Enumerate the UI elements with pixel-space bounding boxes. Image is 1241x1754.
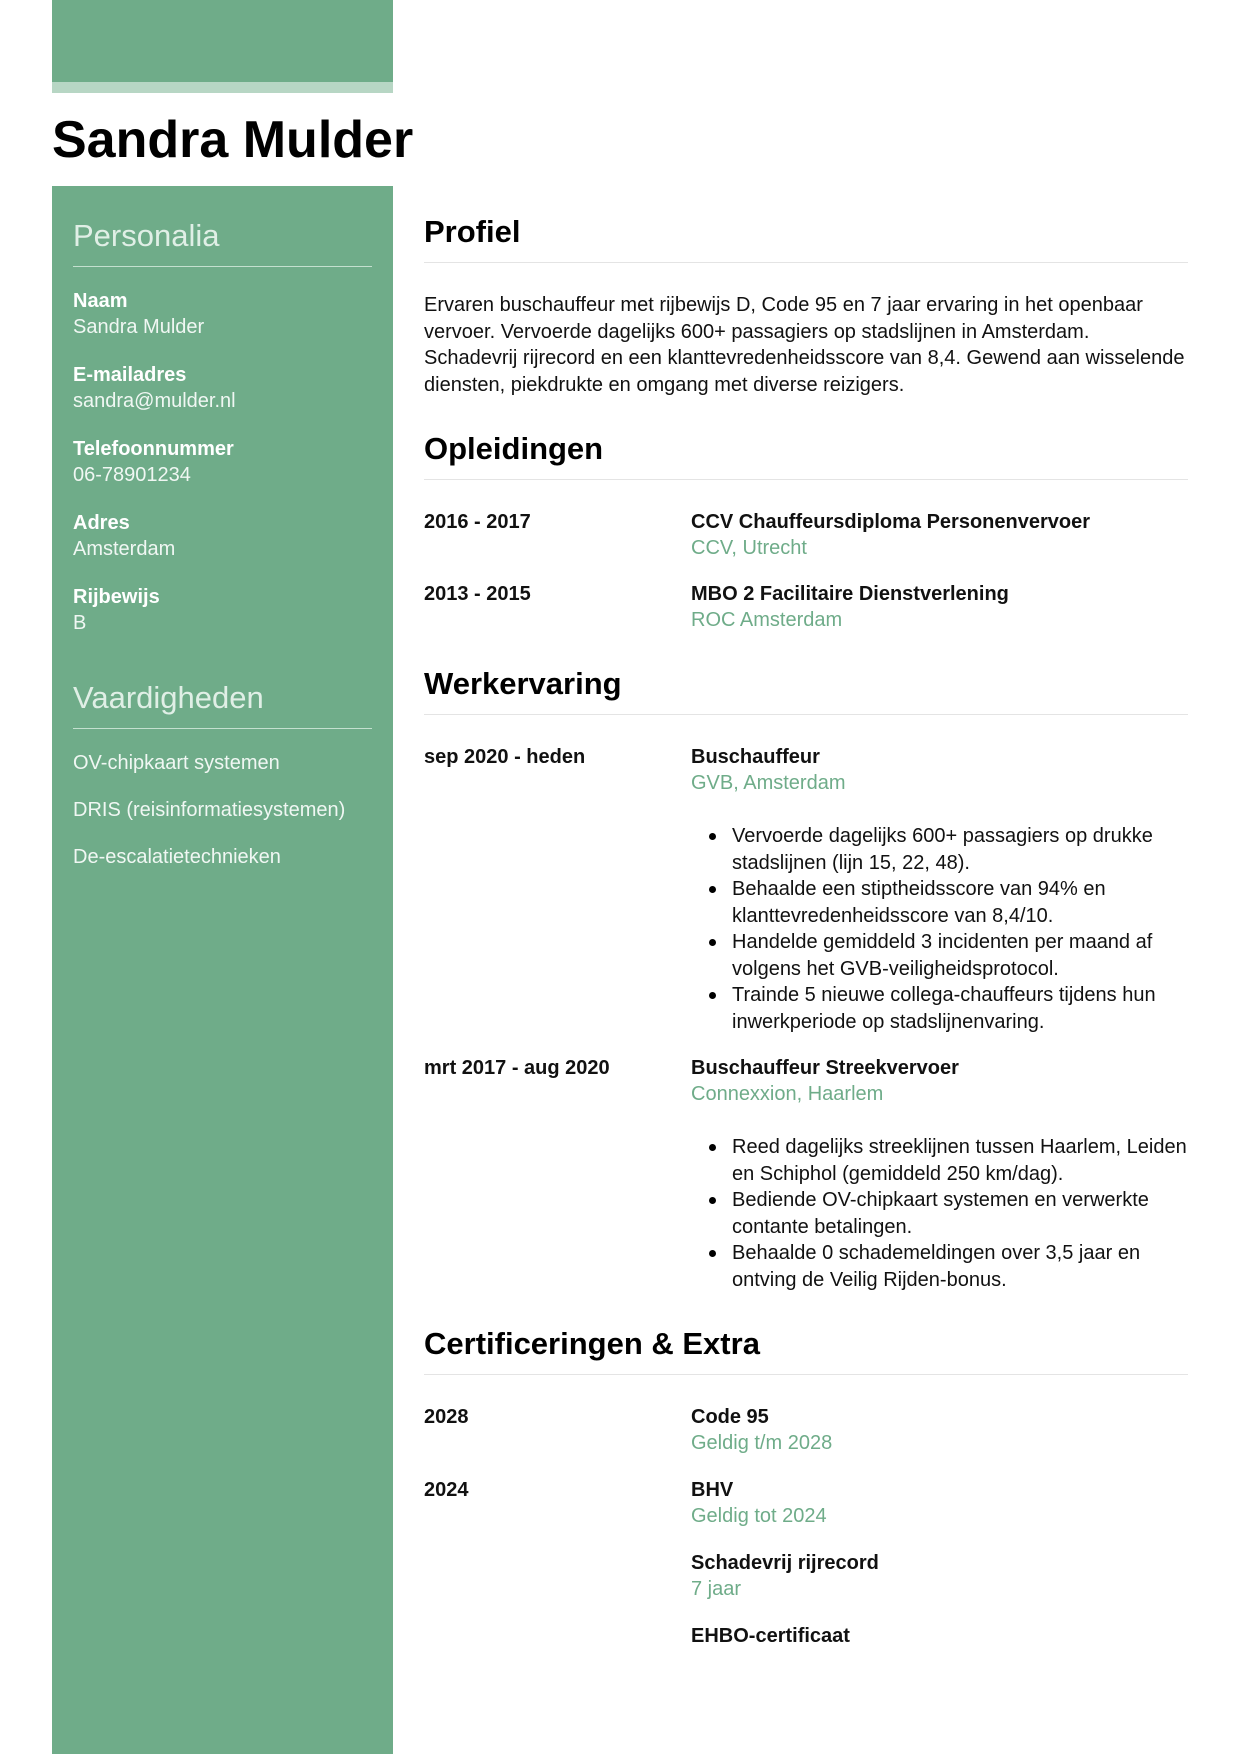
entry-title: Schadevrij rijrecord [691,1552,879,1574]
personalia-value: B [73,612,87,634]
entry-title: Buschauffeur Streekvervoer [691,1057,959,1079]
entry-detail: Geldig t/m 2028 [691,1432,833,1454]
entry-body [691,1623,1188,1649]
personalia-label: Rijbewijs [73,586,160,608]
header-accent-stripe [52,82,393,93]
personalia-list [73,267,372,658]
sidebar [52,186,393,1754]
experience-section [424,666,1188,1293]
entry-date [424,1550,691,1602]
entry-title: Code 95 [691,1406,769,1428]
entry-date: mrt 2017 - aug 2020 [424,1057,610,1079]
skill-item: DRIS (reisinformatiesystemen) [73,799,346,821]
education-section [424,431,1188,633]
entry-body [691,1477,1188,1529]
skills-list [73,729,372,891]
entry-date: 2028 [424,1406,469,1428]
entry-institution: ROC Amsterdam [691,609,843,631]
candidate-name: Sandra Mulder [52,111,414,169]
entry-date [424,1623,691,1649]
entry-body [691,1404,1188,1456]
entry-title: BHV [691,1479,734,1501]
certification-item [424,1477,1188,1529]
achievement-list [691,1134,1188,1293]
entry-detail: 7 jaar [691,1578,742,1600]
personalia-heading: Personalia [73,218,372,267]
entry-date: 2016 - 2017 [424,511,531,533]
education-item [424,581,1188,633]
main-content [424,214,1188,1682]
profile-text: Ervaren buschauffeur met rijbewijs D, Code 95 en 7 jaar ervaring in het openbaar vervoer. Vervoerde dagelijks 600+ passagiers op stadslijnen in Amsterdam. Schadevrij rijrecord en een klanttevredenheidsscore van 8,4. Gewend aan wisselende diensten, piekdrukte en omgang met diverse reizigers. [424,294,1185,396]
personalia-label: E-mailadres [73,364,187,386]
achievement-item: Handelde gemiddeld 3 incidenten per maand af volgens het GVB-veiligheidsprotocol. [732,929,1188,982]
skill-item: OV-chipkaart systemen [73,752,280,774]
entry-date: sep 2020 - heden [424,746,586,768]
certification-item [424,1623,1188,1649]
certification-item [424,1404,1188,1456]
personalia-value: 06-78901234 [73,464,191,486]
header-accent-block [52,0,393,82]
achievement-item: Reed dagelijks streeklijnen tussen Haarlem, Leiden en Schiphol (gemiddeld 250 km/dag). [732,1134,1188,1187]
profile-heading: Profiel [424,214,1188,263]
personalia-label: Telefoonnummer [73,438,234,460]
certifications-heading: Certificeringen & Extra [424,1326,1188,1375]
entry-employer: GVB, Amsterdam [691,772,846,794]
personalia-value: sandra@mulder.nl [73,390,236,412]
entry-body [691,581,1188,633]
education-item [424,509,1188,561]
achievement-list [691,823,1188,1035]
personalia-item-name [73,288,372,362]
entry-title: MBO 2 Facilitaire Dienstverlening [691,583,1009,605]
certifications-list [424,1375,1188,1649]
personalia-label: Adres [73,512,130,534]
entry-date: 2013 - 2015 [424,583,531,605]
experience-item [424,744,1188,1035]
entry-body [691,744,1188,1035]
certification-item [424,1550,1188,1602]
personalia-item-license [73,584,372,658]
entry-body [691,1550,1188,1602]
personalia-item-phone [73,436,372,510]
personalia-label: Naam [73,290,128,312]
personalia-value: Sandra Mulder [73,316,205,338]
education-list [424,480,1188,633]
skills-heading: Vaardigheden [73,680,372,729]
entry-title: EHBO-certificaat [691,1625,850,1647]
experience-list [424,715,1188,1293]
achievement-item: Behaalde een stiptheidsscore van 94% en klanttevredenheidsscore van 8,4/10. [732,876,1188,929]
experience-item [424,1055,1188,1293]
achievement-item: Trainde 5 nieuwe collega-chauffeurs tijdens hun inwerkperiode op stadslijnenvaring. [732,982,1188,1035]
entry-body [691,509,1188,561]
skill-item: De-escalatietechnieken [73,846,281,868]
achievement-item: Bediende OV-chipkaart systemen en verwerkte contante betalingen. [732,1187,1188,1240]
personalia-item-address [73,510,372,584]
entry-employer: Connexxion, Haarlem [691,1083,884,1105]
achievement-item: Behaalde 0 schademeldingen over 3,5 jaar en ontving de Veilig Rijden-bonus. [732,1240,1188,1293]
entry-title: Buschauffeur [691,746,820,768]
profile-section [424,214,1188,398]
education-heading: Opleidingen [424,431,1188,480]
entry-body [691,1055,1188,1293]
personalia-item-email [73,362,372,436]
entry-title: CCV Chauffeursdiploma Personenvervoer [691,511,1090,533]
certifications-section [424,1326,1188,1649]
entry-date: 2024 [424,1479,469,1501]
entry-institution: CCV, Utrecht [691,537,807,559]
personalia-value: Amsterdam [73,538,176,560]
experience-heading: Werkervaring [424,666,1188,715]
achievement-item: Vervoerde dagelijks 600+ passagiers op drukke stadslijnen (lijn 15, 22, 48). [732,823,1188,876]
entry-detail: Geldig tot 2024 [691,1505,827,1527]
